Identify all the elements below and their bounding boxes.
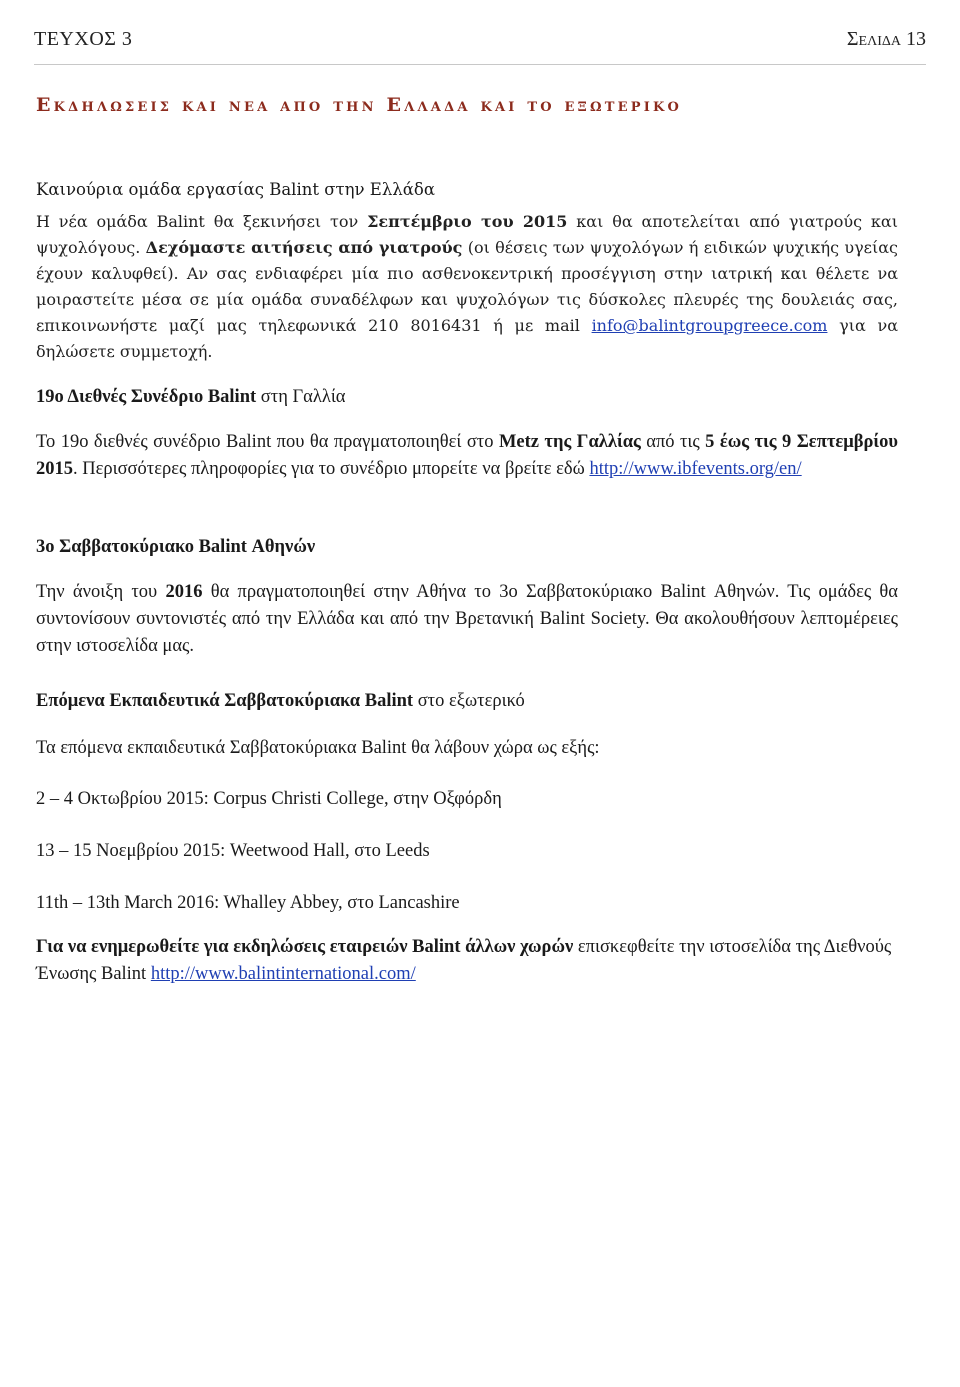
training-heading	[36, 688, 898, 715]
international-paragraph	[36, 934, 898, 988]
athens-weekend-paragraph	[36, 579, 898, 660]
email-link[interactable]: info@balintgroupgreece.com	[591, 316, 828, 335]
new-group-paragraph	[36, 209, 898, 365]
event-item: 11th – 13th March 2016: Whalley Abbey, στο Lancashire	[36, 893, 460, 913]
issue-label: ΤΕΥΧΟΣ 3	[34, 28, 133, 50]
text: (οι θέσεις των ψυχολόγων ή ειδικών ψυχικής υγείας έχουν καλυφθεί). Αν σας ενδιαφέρει μία πιο ασθενοκεντρική προσέγγιση στην ιατρική και θέλετε να μοιραστείτε μέσα σε μία ομάδα συναδέλφων και ψυχολόγων τις δύσκολες πλευρές της δουλειάς σας, επικοινωνήστε μαζί μας τηλεφωνικά 210 8016431 ή με mail	[36, 238, 898, 335]
section-title: Εκδηλωσεις και νεα απο την Ελλαδα και το εξωτερικο	[36, 94, 683, 116]
bold-text: Σεπτέμβριο του 2015	[367, 212, 568, 231]
page-header	[34, 28, 926, 54]
balint-international-link[interactable]: http://www.balintinternational.com/	[150, 964, 416, 984]
section-new-group	[36, 180, 898, 365]
bold-text: Για να ενημερωθείτε για εκδηλώσεις εταιρειών Balint άλλων χωρών	[36, 937, 574, 957]
text: στο εξωτερικό	[413, 691, 525, 711]
bold-text: 2016	[165, 582, 203, 602]
congress-heading	[36, 384, 898, 411]
text: Το 19ο διεθνές συνέδριο Balint που θα πραγματοποιηθεί στο	[36, 432, 499, 452]
event-item: 13 – 15 Νοεμβρίου 2015: Weetwood Hall, στο Leeds	[36, 841, 430, 861]
congress-paragraph	[36, 429, 898, 483]
text: για να δηλώσετε συμμετοχή.	[36, 316, 899, 361]
text: Την άνοιξη του	[36, 582, 166, 602]
text: Η νέα ομάδα Balint θα ξεκινήσει τον	[36, 212, 368, 231]
training-intro: Τα επόμενα εκπαιδευτικά Σαββατοκύριακα Balint θα λάβουν χώρα ως εξής:	[36, 738, 600, 758]
header-divider	[34, 64, 926, 65]
ibf-events-link[interactable]: http://www.ibfevents.org/en/	[589, 459, 802, 479]
text: θα πραγματοποιηθεί στην Αθήνα το 3ο Σαββατοκύριακο Balint Αθηνών. Τις ομάδες θα συντονίσουν συντονιστές από την Ελλάδα και από την Βρετανική Balint Society. Θα ακολουθήσουν λεπτομέρειες στην ιστοσελίδα μας.	[36, 582, 898, 656]
text: από τις	[640, 432, 706, 452]
bold-text: 5 έως τις 9 Σεπτεμβρίου 2015	[36, 432, 898, 479]
text: στη Γαλλία	[256, 387, 346, 407]
bold-text: Metz της Γαλλίας	[498, 432, 641, 452]
new-group-heading: Καινούρια ομάδα εργασίας Balint στην Ελλάδα	[36, 180, 435, 199]
section-congress	[36, 384, 898, 483]
section-training-weekends	[36, 688, 898, 917]
athens-weekend-heading: 3ο Σαββατοκύριακο Balint Αθηνών	[36, 537, 316, 557]
text: . Περισσότερες πληροφορίες για το συνέδριο μπορείτε να βρείτε εδώ	[73, 459, 590, 479]
bold-text: Δεχόμαστε αιτήσεις από γιατρούς	[145, 238, 463, 257]
text: και θα αποτελείται από γιατρούς και ψυχολόγους.	[36, 212, 899, 257]
text: επισκεφθείτε την ιστοσελίδα της Διεθνούς Ένωσης Balint	[36, 937, 892, 984]
section-international	[36, 934, 898, 988]
page-number: Σελιδα 13	[846, 28, 926, 50]
section-athens-weekend	[36, 534, 898, 660]
bold-text: 19ο Διεθνές Συνέδριο Balint	[36, 387, 257, 407]
event-item: 2 – 4 Οκτωβρίου 2015: Corpus Christi College, στην Οξφόρδη	[36, 789, 502, 809]
bold-text: Επόμενα Εκπαιδευτικά Σαββατοκύριακα Balint	[36, 691, 414, 711]
